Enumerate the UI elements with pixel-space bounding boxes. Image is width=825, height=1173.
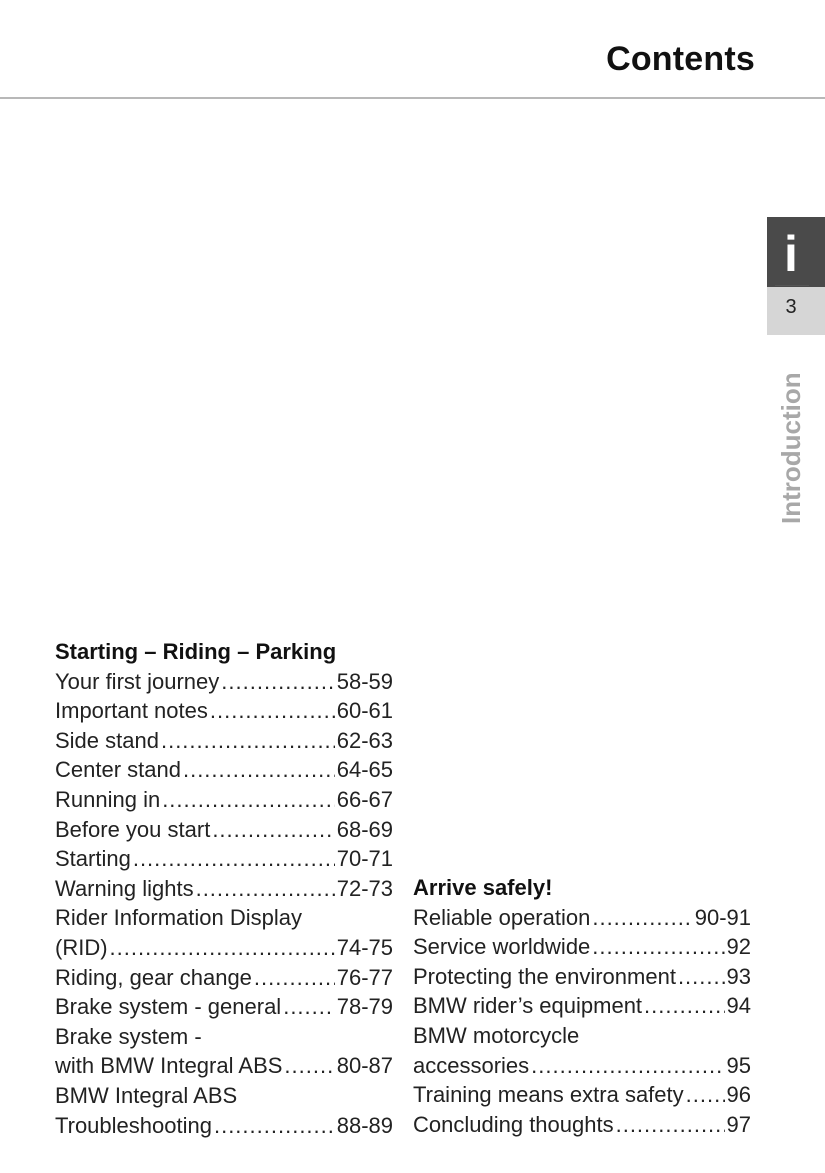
toc-entry-pages: 58-59 <box>336 668 393 694</box>
toc-entry-title: Before you start <box>55 816 211 842</box>
toc-entry <box>413 991 751 1021</box>
toc-entry-title: Running in <box>55 786 161 812</box>
toc-leader <box>284 1051 334 1081</box>
toc-entry-title: (RID) <box>55 934 108 960</box>
toc-entry <box>55 785 393 815</box>
toc-entry-pages: 62-63 <box>336 727 393 753</box>
toc-heading: Arrive safely! <box>413 875 553 900</box>
toc-leader <box>162 785 335 815</box>
toc-leader <box>592 903 692 933</box>
toc-leader <box>196 874 335 904</box>
toc-leader <box>531 1051 724 1081</box>
toc-entry-pages: 90-91 <box>694 904 751 930</box>
page-number: 3 <box>785 296 797 318</box>
toc-leader <box>110 933 335 963</box>
toc-entry-title: Training means extra safety <box>413 1082 684 1108</box>
toc-entry-pages: 74-75 <box>336 934 393 960</box>
toc-entry <box>413 1051 751 1081</box>
toc-entry <box>55 933 393 963</box>
toc-entry-pages: 68-69 <box>336 816 393 842</box>
toc-entry-title: Troubleshooting <box>55 1112 212 1138</box>
toc-leader <box>686 1080 725 1110</box>
toc-entry <box>55 755 393 785</box>
toc-entry <box>55 844 393 874</box>
toc-leader <box>254 963 335 993</box>
toc-entry-pages: 70-71 <box>336 846 393 872</box>
toc-entry-pages: 66-67 <box>336 786 393 812</box>
toc-entry-title: Service worldwide <box>413 934 591 960</box>
toc-leader <box>212 815 334 845</box>
toc-entry <box>413 903 751 933</box>
toc-entry-title: Important notes <box>55 698 208 724</box>
toc-leader <box>644 991 724 1021</box>
toc-entry <box>55 1051 393 1081</box>
toc-entry-pages: 88-89 <box>336 1112 393 1138</box>
tab-divider <box>775 285 809 286</box>
toc-entry <box>55 1111 393 1141</box>
toc-leader <box>214 1111 335 1141</box>
toc-entry-title: Reliable operation <box>413 904 591 930</box>
toc-entry-title: Your first journey <box>55 668 220 694</box>
toc-entry-title: Starting <box>55 846 131 872</box>
toc-entry-title: Brake system - general <box>55 994 282 1020</box>
toc-entry-pages: 60-61 <box>336 698 393 724</box>
toc-leader <box>678 962 725 992</box>
toc-entry <box>55 726 393 756</box>
toc-entry-pages: 94 <box>726 993 751 1019</box>
toc-leader <box>161 726 335 756</box>
toc-entry-title: Side stand <box>55 727 159 753</box>
toc-entry-pages: 93 <box>726 963 751 989</box>
toc-entry-pages: 97 <box>726 1111 751 1137</box>
toc-entry-title-line1: BMW motorcycle <box>413 1022 580 1048</box>
toc-heading: Starting – Riding – Parking <box>55 639 337 664</box>
toc-entry-title: Protecting the environment <box>413 963 676 989</box>
chapter-tab <box>767 217 825 335</box>
toc-entry-pages: 92 <box>726 934 751 960</box>
toc-entry <box>413 1110 751 1140</box>
section-label: Introduction <box>776 372 806 524</box>
toc-entry-pages: 96 <box>726 1082 751 1108</box>
toc-column-left <box>55 637 393 1140</box>
toc-entry-pages: 64-65 <box>336 757 393 783</box>
toc-entry <box>55 874 393 904</box>
toc-entry-title: with BMW Integral ABS <box>55 1053 283 1079</box>
toc-entry <box>55 992 393 1022</box>
toc-entry <box>55 815 393 845</box>
toc-entry-title: Center stand <box>55 757 181 783</box>
toc-column-right <box>413 873 751 1139</box>
toc-entry-pages: 80-87 <box>336 1053 393 1079</box>
toc-leader <box>133 844 335 874</box>
toc-entry-pages: 76-77 <box>336 964 393 990</box>
toc-leader <box>183 755 335 785</box>
toc-leader <box>210 696 335 726</box>
toc-entry-title-line1: BMW Integral ABS <box>55 1082 238 1108</box>
info-icon: i <box>784 226 798 282</box>
toc-entry-title: Warning lights <box>55 875 194 901</box>
toc-entry-title-line1: Rider Information Display <box>55 905 302 931</box>
toc-entry <box>413 1080 751 1110</box>
toc-entry-pages: 95 <box>726 1052 751 1078</box>
toc-entry-pages: 72-73 <box>336 875 393 901</box>
toc-entry-title: accessories <box>413 1052 530 1078</box>
toc-entry-title: Concluding thoughts <box>413 1111 614 1137</box>
toc-entry <box>55 696 393 726</box>
toc-entry <box>55 667 393 697</box>
toc-entry-title: BMW rider’s equipment <box>413 993 643 1019</box>
toc-entry <box>55 963 393 993</box>
toc-entry-title: Riding, gear change <box>55 964 252 990</box>
toc-leader <box>221 667 334 697</box>
toc-entry <box>413 962 751 992</box>
page-title: Contents <box>606 40 755 78</box>
toc-leader <box>616 1110 725 1140</box>
toc-entry <box>413 932 751 962</box>
toc-entry-pages: 78-79 <box>336 994 393 1020</box>
toc-leader <box>283 992 335 1022</box>
toc-leader <box>592 932 724 962</box>
header-divider <box>0 97 825 99</box>
toc-entry-title-line1: Brake system - <box>55 1023 202 1049</box>
